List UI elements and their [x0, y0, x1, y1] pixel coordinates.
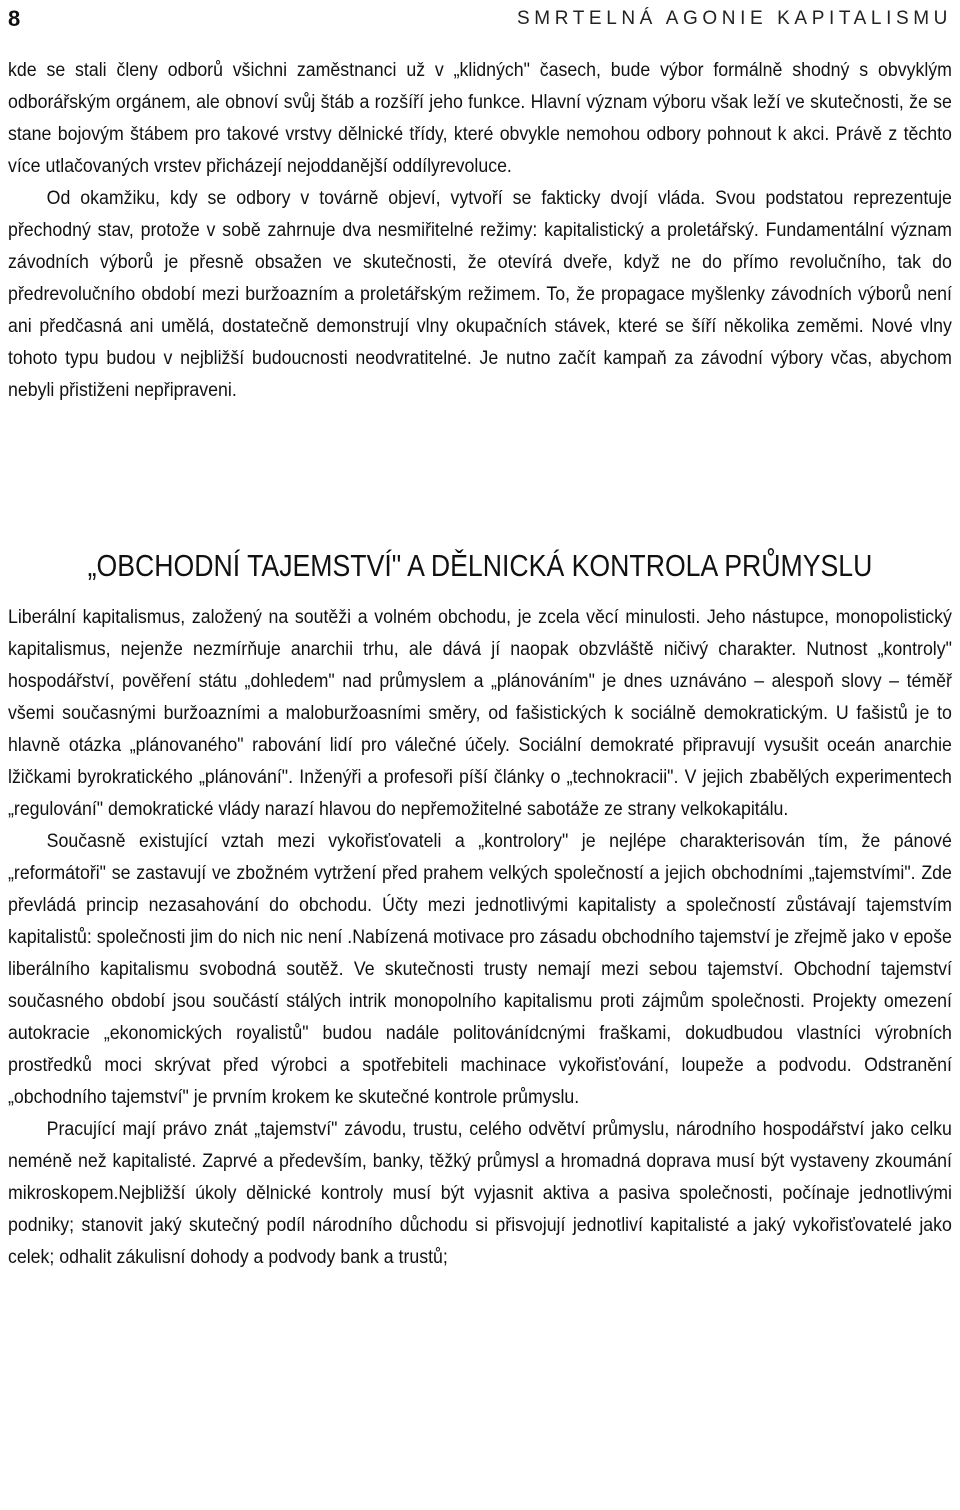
paragraph: Od okamžiku, kdy se odbory v továrně objeví, vytvoří se fakticky dvojí vláda. Svou podstatou reprezentuje přechodný stav, protože v sobě zahrnuje dva nesmiřitelné režimy: kapitalistický a proletářský. Fundamentální význam závodních výborů je přesně obsažen ve skutečnosti, že otevírá dveře, když ne do přímo revolučního, tak do předrevolučního období mezi buržoazním a proletářským režimem. To, že propagace myšlenky závodních výborů není ani předčasná ani umělá, dostatečně demonstrují vlny okupačních stávek, které se šíří několika zeměmi. Nové vlny tohoto typu budou v nejbližší budoucnosti neodvratitelné. Je nutno začít kampaň za závodní výbory včas, abychom nebyli přistiženi nepřipraveni.	[8, 188, 952, 401]
section-continued-text	[8, 55, 952, 407]
running-title: SMRTELNÁ AGONIE KAPITALISMU	[517, 8, 952, 29]
paragraph: Pracující mají právo znát „tajemství" závodu, trustu, celého odvětví průmyslu, národního hospodářství jako celku neméně než kapitalisté. Zaprvé a především, banky, těžký průmysl a hromadná doprava musí být vystaveny zkoumání mikroskopem.Nejbližší úkoly dělnické kontroly musí být vyjasnit aktiva a pasiva společnosti, počínaje jednotlivými podniky; stanovit jaký skutečný podíl národního důchodu si přisvojují jednotliví kapitalisté a jaký vykořisťovatelé jako celek; odhalit zákulisní dohody a podvody bank a trustů;	[8, 1119, 952, 1268]
page-header	[8, 6, 952, 36]
section-body-text	[8, 602, 952, 1274]
paragraph: Současně existující vztah mezi vykořisťovateli a „kontrolory" je nejlépe charakterisován tím, že pánové „reformátoři" se zastavují ve zbožném vytržení před prahem velkých společností a jejich obchodními „tajemstvími". Zde převládá princip nezasahování do obchodu. Účty mezi jednotlivými kapitalisty a společností zůstávají tajemstvím kapitalistů: společnosti jim do nich nic není .Nabízená motivace pro zásadu obchodního tajemství je zřejmě jako v epoše liberálního kapitalismu svobodná soutěž. Ve skutečnosti trusty nemají mezi sebou tajemství. Obchodní tajemství současného období jsou součástí stálých intrik monopolního kapitalismu proti zájmům společnosti. Projekty omezení autokracie „ekonomických royalistů" budou nadále politovánídcnými fraškami, dokudbudou vlastníci výrobních prostředků moci skrývat před výrobci a spotřebiteli machinace vykořisťování, loupeže a podvodu. Odstranění „obchodního tajemství" je prvním krokem ke skutečné kontrole průmyslu.	[8, 831, 952, 1108]
section-heading: „OBCHODNÍ TAJEMSTVÍ" A DĚLNICKÁ KONTROLA PRŮMYSLU	[87, 548, 873, 583]
paragraph: Liberální kapitalismus, založený na soutěži a volném obchodu, je zcela věcí minulosti. Jeho nástupce, monopolistický kapitalismus, nejenže nezmírňuje anarchii trhu, ale dává jí naopak obzvláště ničivý charakter. Nutnost „kontroly" hospodářství, pověření státu „dohledem" nad průmyslem a „plánováním" je dnes uznáváno – alespoň slovy – téměř všemi současnými buržoazními a maloburžoasními směry, od fašistických k sociálně demokratickým. U fašistů je to hlavně otázka „plánovaného" rabování lidí pro válečné účely. Sociální demokraté připravují vysušit oceán anarchie lžičkami byrokratického „plánování". Inženýři a profesoři píší články o „technokracii". V jejich zbabělých experimentech „regulování" demokratické vlády narazí hlavou do nepřemožitelné sabotáže ze strany velkokapitálu.	[8, 607, 952, 820]
paragraph: kde se stali členy odborů všichni zaměstnanci už v „klidných" časech, bude výbor formálně shodný s obvyklým odborářským orgánem, ale obnoví svůj štáb a rozšíří jeho funkce. Hlavní význam výboru však leží ve skutečnosti, že se stane bojovým štábem pro takové vrstvy dělnické třídy, které obvykle nemohou odbory pohnout k akci. Právě z těchto více utlačovaných vrstev přicházejí nejoddanější oddílyrevoluce.	[8, 60, 952, 177]
page-number: 8	[8, 6, 21, 31]
